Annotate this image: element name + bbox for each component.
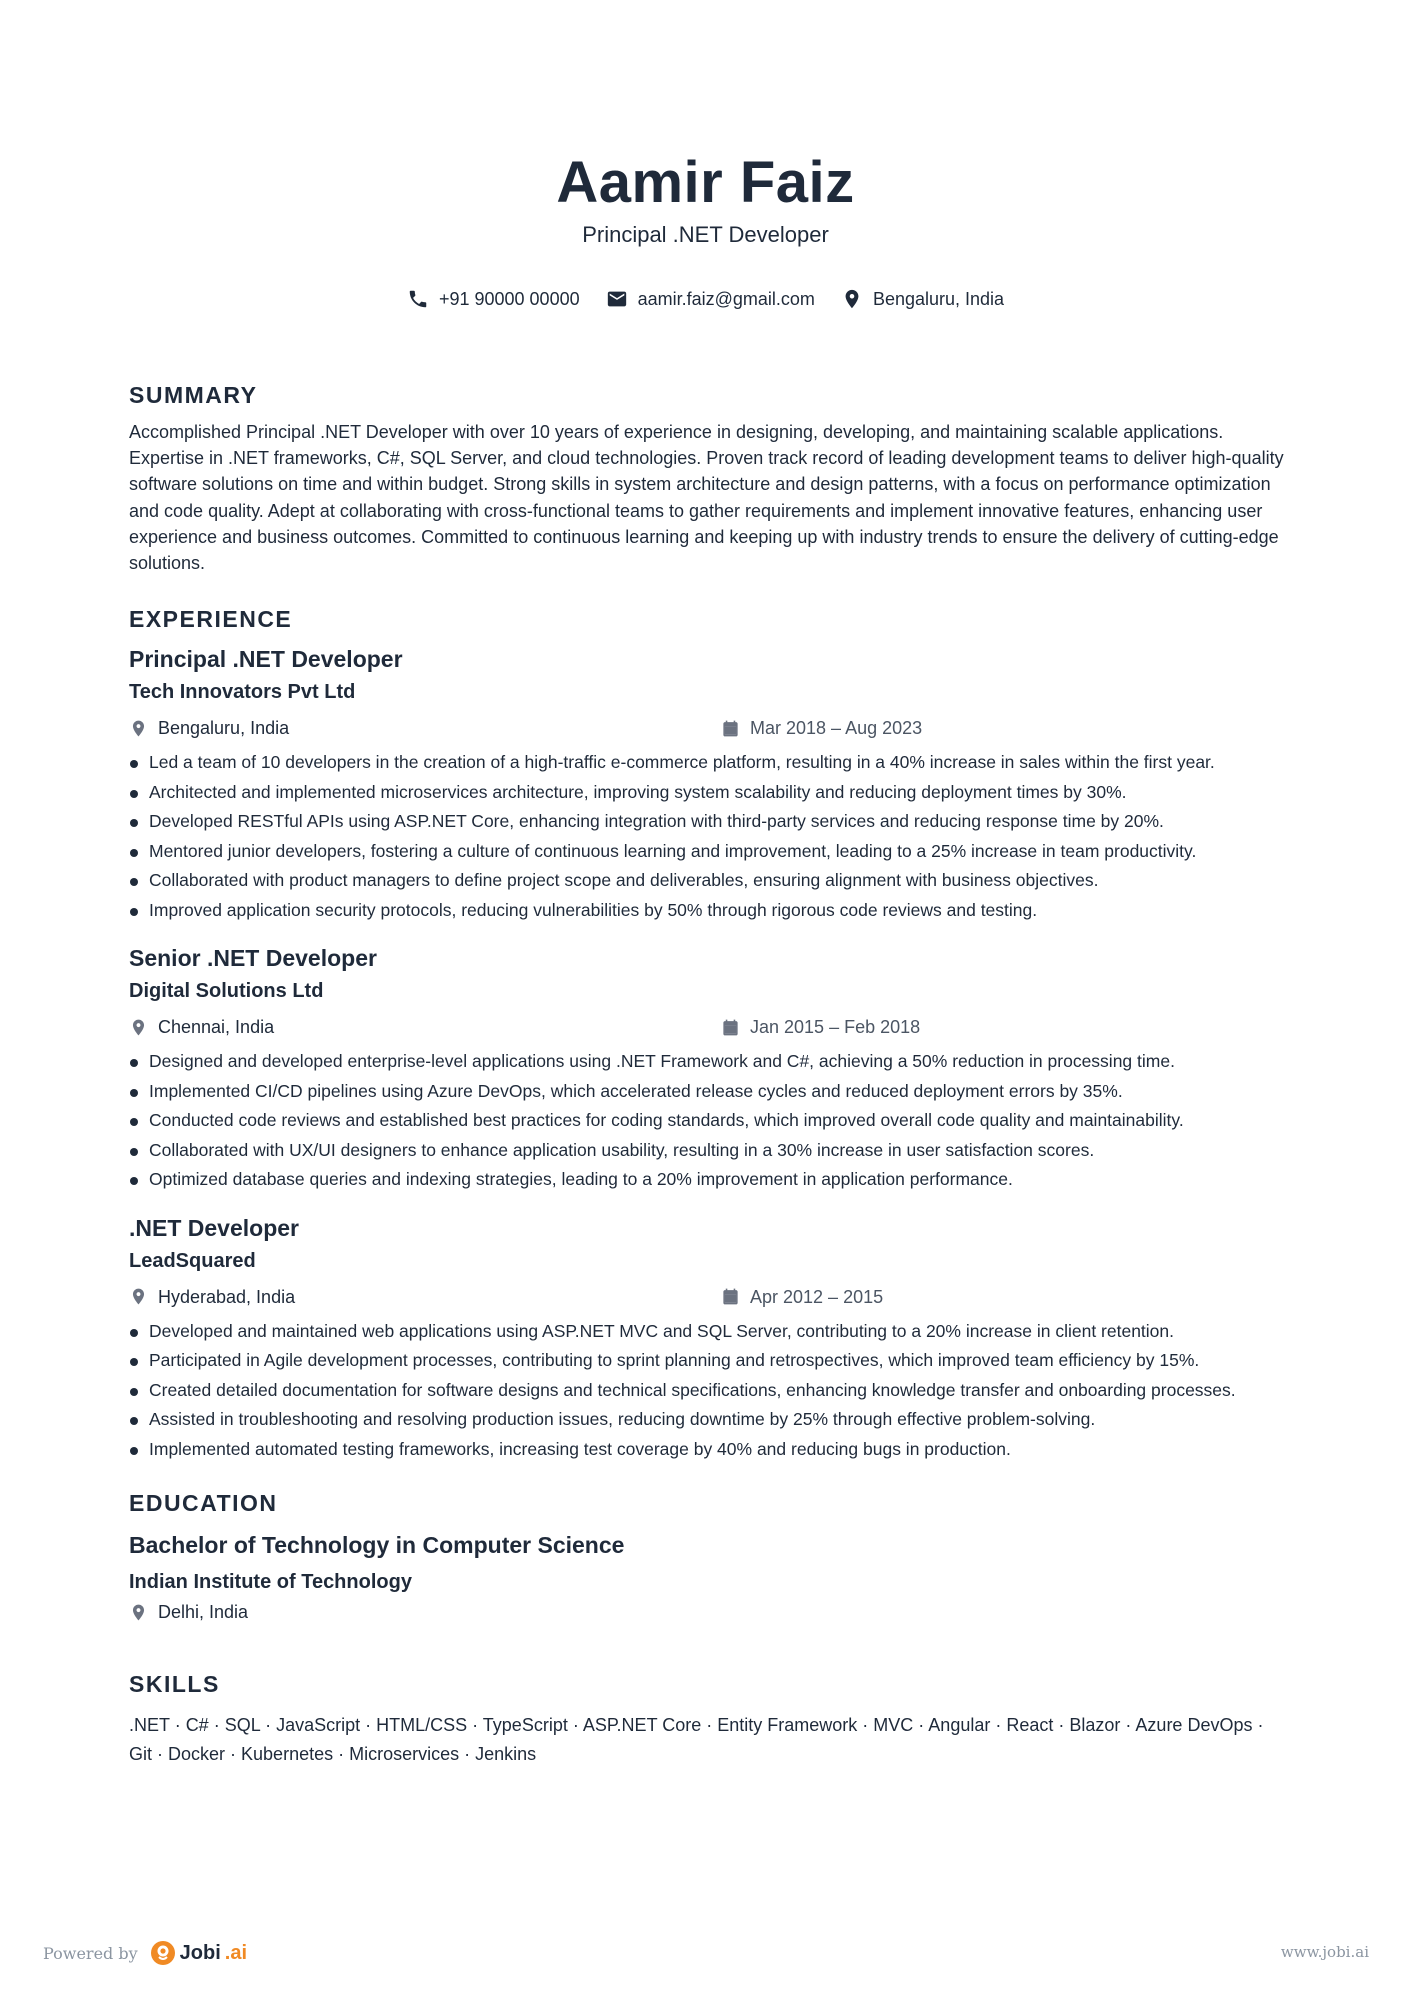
job-bullet: Collaborated with product managers to define project scope and deliverables, ensuring alignment with business objectives. <box>129 866 1289 896</box>
job-location <box>129 716 721 740</box>
skill-item: C# <box>185 1715 209 1736</box>
resume-body <box>129 380 1289 1769</box>
job-company: Digital Solutions Ltd <box>129 980 324 1003</box>
skill-separator: · <box>225 1744 242 1765</box>
skill-separator: · <box>152 1744 169 1765</box>
skill-separator: · <box>990 1715 1007 1736</box>
skill-item: SQL <box>224 1715 261 1736</box>
skill-item: .NET <box>129 1715 170 1736</box>
contact-email <box>606 288 815 310</box>
job-dates <box>721 1015 920 1039</box>
skill-item: Angular <box>928 1715 991 1736</box>
job-bullet: Developed and maintained web applications using ASP.NET MVC and SQL Server, contributing to a 20% increase in client retention. <box>129 1317 1289 1347</box>
job-dates-text: Mar 2018 – Aug 2023 <box>750 718 923 739</box>
job-bullet: Architected and implemented microservices architecture, improving system scalability and reducing deployment times by 30%. <box>129 778 1289 808</box>
summary-heading: SUMMARY <box>129 382 258 408</box>
skill-item: HTML/CSS <box>376 1715 468 1736</box>
candidate-name: Aamir Faiz <box>556 150 855 215</box>
job-meta <box>129 1015 1289 1039</box>
skill-separator: · <box>701 1715 718 1736</box>
location-text: Bengaluru, India <box>872 288 1005 309</box>
skill-separator: · <box>857 1715 874 1736</box>
skill-item: Docker <box>168 1744 226 1765</box>
job-bullet: Developed RESTful APIs using ASP.NET Core, enhancing integration with third-party services and reducing response time by 20%. <box>129 807 1289 837</box>
skill-item: Azure DevOps <box>1135 1715 1253 1736</box>
experience-entry <box>129 644 1289 925</box>
phone-text: +91 90000 00000 <box>438 288 580 309</box>
brand-accent: .ai <box>224 1941 248 1964</box>
skill-separator: · <box>260 1715 277 1736</box>
calendar-icon <box>721 719 740 738</box>
jobs-list <box>129 644 1289 1464</box>
job-bullet: Created detailed documentation for software designs and technical specifications, enhancing knowledge transfer and onboarding processes. <box>129 1376 1289 1406</box>
mail-icon <box>606 288 628 310</box>
job-bullet: Participated in Agile development processes, contributing to sprint planning and retrospectives, which improved team efficiency by 15%. <box>129 1346 1289 1376</box>
brand-main: Jobi <box>179 1941 221 1964</box>
job-company: LeadSquared <box>129 1249 256 1272</box>
skill-item: Git <box>129 1744 153 1765</box>
skills-heading: SKILLS <box>129 1671 220 1698</box>
skill-separator: · <box>1252 1715 1264 1736</box>
skill-item: ASP.NET Core <box>582 1715 702 1736</box>
job-dates-text: Apr 2012 – 2015 <box>750 1286 884 1307</box>
email-text: aamir.faiz@gmail.com <box>637 288 815 309</box>
skill-separator: · <box>459 1744 476 1765</box>
contact-phone <box>407 288 580 310</box>
job-location-text: Hyderabad, India <box>158 1286 296 1307</box>
skill-separator: · <box>467 1715 483 1736</box>
skill-item: TypeScript <box>482 1715 568 1736</box>
job-bullets <box>129 1317 1289 1465</box>
job-title: Principal .NET Developer <box>129 646 403 673</box>
powered-by-text: Powered by <box>43 1943 138 1963</box>
summary-section <box>129 380 1289 576</box>
skill-separator: · <box>360 1715 377 1736</box>
skill-item: Entity Framework <box>717 1715 858 1736</box>
skill-separator: · <box>567 1715 583 1736</box>
job-location-text: Chennai, India <box>158 1017 275 1038</box>
job-bullet: Led a team of 10 developers in the creation of a high-traffic e-commerce platform, resulting in a 40% increase in sales within the first year. <box>129 748 1289 778</box>
calendar-icon <box>721 1287 740 1306</box>
job-dates <box>721 716 922 740</box>
jobi-logo[interactable] <box>150 1940 247 1966</box>
skill-item: MVC <box>873 1715 914 1736</box>
skill-item: Microservices <box>349 1744 460 1765</box>
job-bullet: Assisted in troubleshooting and resolving production issues, reducing downtime by 25% through effective problem-solving. <box>129 1405 1289 1435</box>
skill-separator: · <box>913 1715 929 1736</box>
map-pin-icon <box>129 1603 148 1622</box>
job-dates-text: Jan 2015 – Feb 2018 <box>750 1017 921 1038</box>
skill-item: Jenkins <box>475 1744 537 1765</box>
jobi-logo-icon <box>150 1940 176 1966</box>
experience-entry <box>129 1213 1289 1465</box>
powered-by <box>43 1940 247 1966</box>
skill-separator: · <box>208 1715 225 1736</box>
job-bullets <box>129 748 1289 925</box>
skill-separator: · <box>1053 1715 1070 1736</box>
map-pin-icon <box>129 1287 148 1306</box>
education-location <box>129 1602 1289 1623</box>
job-company: Tech Innovators Pvt Ltd <box>129 681 356 704</box>
summary-text: Accomplished Principal .NET Developer with over 10 years of experience in designing, developing, and maintaining scalable applications. Expertise in .NET frameworks, C#, SQL Server, and cloud technologies. Proven track record of leading development teams to deliver high-quality software solutions on time and within budget. Strong skills in system architecture and design patterns, with a focus on performance optimization and code quality. Adept at collaborating with cross-functional teams to gather requirements and implement innovative features, enhancing user experience and business outcomes. Committed to continuous learning and keeping up with industry trends to ensure the delivery of cutting-edge solutions. <box>129 422 1284 574</box>
job-bullet: Conducted code reviews and established best practices for coding standards, which improved overall code quality and maintainability. <box>129 1106 1289 1136</box>
job-bullet: Improved application security protocols, reducing vulnerabilities by 50% through rigorous code reviews and testing. <box>129 896 1289 926</box>
job-title: Senior .NET Developer <box>129 945 377 972</box>
skill-item: React <box>1006 1715 1054 1736</box>
contact-location <box>841 288 1004 310</box>
job-dates <box>721 1285 883 1309</box>
job-bullet: Mentored junior developers, fostering a culture of continuous learning and improvement, leading to a 25% increase in team productivity. <box>129 837 1289 867</box>
job-bullet: Collaborated with UX/UI designers to enhance application usability, resulting in a 30% increase in user satisfaction scores. <box>129 1136 1289 1166</box>
calendar-icon <box>721 1018 740 1037</box>
job-meta <box>129 1285 1289 1309</box>
job-bullet: Designed and developed enterprise-level applications using .NET Framework and C#, achieving a 50% reduction in processing time. <box>129 1047 1289 1077</box>
map-pin-icon <box>841 288 863 310</box>
experience-entry <box>129 943 1289 1195</box>
education-heading: EDUCATION <box>129 1490 278 1517</box>
contact-bar <box>0 288 1411 310</box>
footer-site-link[interactable]: www.jobi.ai <box>1280 1943 1369 1961</box>
education-degree: Bachelor of Technology in Computer Science <box>129 1532 625 1559</box>
map-pin-icon <box>129 1018 148 1037</box>
job-bullet: Implemented automated testing frameworks, increasing test coverage by 40% and reducing bugs in production. <box>129 1435 1289 1465</box>
skills-section <box>129 1669 1289 1769</box>
skill-item: Kubernetes <box>241 1744 334 1765</box>
skill-item: JavaScript <box>276 1715 361 1736</box>
skill-separator: · <box>1120 1715 1136 1736</box>
phone-icon <box>407 288 429 310</box>
map-pin-icon <box>129 719 148 738</box>
job-location <box>129 1285 721 1309</box>
candidate-role: Principal .NET Developer <box>582 222 829 247</box>
skill-item: Blazor <box>1069 1715 1121 1736</box>
job-bullets <box>129 1047 1289 1195</box>
job-title: .NET Developer <box>129 1214 299 1241</box>
experience-section <box>129 604 1289 1464</box>
skill-separator: · <box>333 1744 350 1765</box>
experience-heading: EXPERIENCE <box>129 606 293 633</box>
job-location-text: Bengaluru, India <box>158 718 290 739</box>
skill-separator: · <box>169 1715 186 1736</box>
job-bullet: Implemented CI/CD pipelines using Azure DevOps, which accelerated release cycles and reduced deployment errors by 35%. <box>129 1077 1289 1107</box>
resume-header <box>0 148 1411 250</box>
job-meta <box>129 716 1289 740</box>
job-bullet: Optimized database queries and indexing strategies, leading to a 20% improvement in application performance. <box>129 1165 1289 1195</box>
education-location-text: Delhi, India <box>158 1602 249 1623</box>
education-section <box>129 1488 1289 1623</box>
job-location <box>129 1015 721 1039</box>
education-school: Indian Institute of Technology <box>129 1571 412 1594</box>
skills-list <box>129 1711 1289 1769</box>
